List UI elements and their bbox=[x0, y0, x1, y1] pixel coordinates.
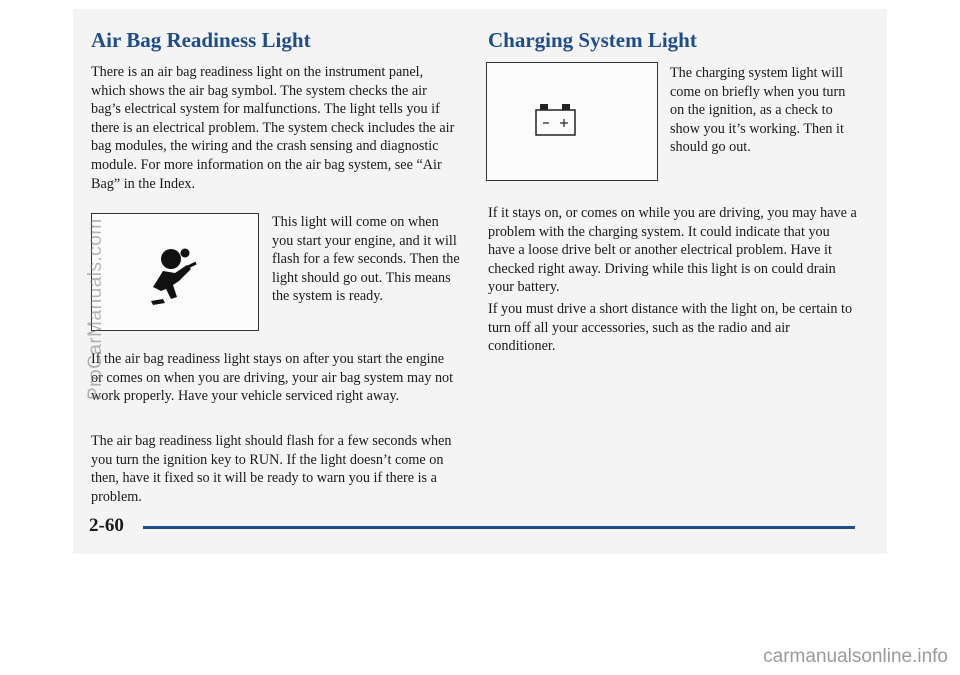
charging-icon-caption: The charging system light will come on briefly when you turn on the ignition, as a check to show you it’s working. Then it should go out. bbox=[670, 65, 846, 156]
air-bag-para-3: The air bag readiness light should flash for a few seconds when you turn the ignition key to RUN. If the light doesn’t come on then, have it fixed so it will be ready to warn you if there is a problem. bbox=[91, 433, 452, 505]
air-bag-heading: Air Bag Readiness Light bbox=[91, 28, 311, 52]
air-bag-intro: There is an air bag readiness light on the instrument panel, which shows the air bag symbol. The system checks the air bag’s electrical system for malfunctions. The light tells you if there is an electrical problem. The system check includes the air bag modules, the wiring and the crash sensing and diagnostic module. For more information on the air bag system, see “Air Bag” in the Index. bbox=[91, 64, 455, 192]
charging-system-heading: Charging System Light bbox=[488, 28, 697, 52]
battery-icon bbox=[486, 62, 658, 181]
side-watermark: ProCarManuals.com bbox=[85, 218, 106, 400]
charging-para-1: If it stays on, or comes on while you are driving, you may have a problem with the charging system. It could indicate that you have a loose drive belt or another electrical problem. Have it checked right away. Driving while this light is on could drain your battery. bbox=[488, 205, 857, 296]
footer-rule bbox=[143, 526, 855, 529]
air-bag-icon-box bbox=[91, 213, 259, 331]
bottom-watermark[interactable]: carmanualsonline.info bbox=[763, 646, 948, 667]
air-bag-para-2: If the air bag readiness light stays on after you start the engine or comes on when you are driving, your air bag system may not work properly. Have your vehicle serviced right away. bbox=[91, 351, 454, 405]
air-bag-icon-caption: This light will come on when you start your engine, and it will flash for a few seconds. Then the light should go out. This means the system is ready. bbox=[272, 214, 460, 305]
charging-para-2: If you must drive a short distance with the light on, be certain to turn off all your accessories, such as the radio and air conditioner. bbox=[488, 301, 853, 355]
page-number: 2-60 bbox=[89, 515, 124, 536]
air-bag-readiness-icon bbox=[91, 213, 259, 331]
charging-icon-box bbox=[486, 62, 658, 181]
